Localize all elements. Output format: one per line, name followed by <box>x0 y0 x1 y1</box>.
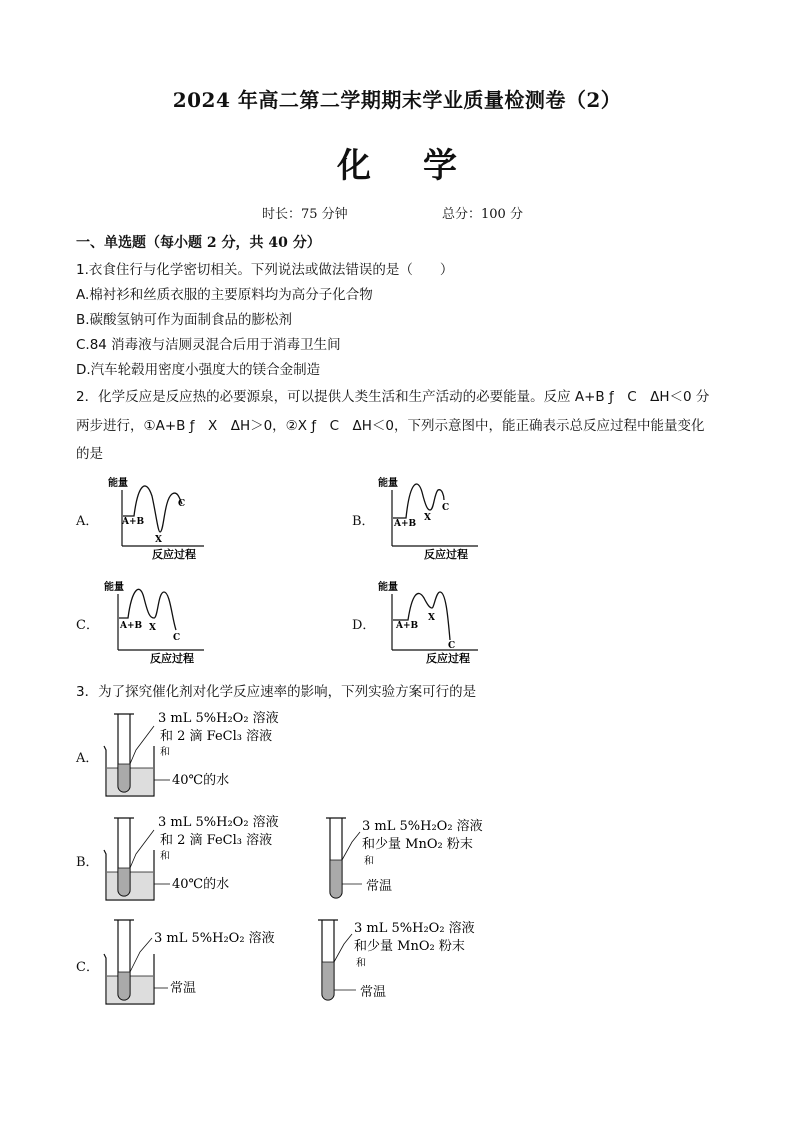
label-h2o2: 3 mL 5%H₂O₂ 溶液 <box>158 815 279 830</box>
question-2-option-c-letter: C． <box>76 618 99 633</box>
question-1-option-a: A.棉衬衫和丝质衣服的主要原料均为高分子化合物 <box>76 287 373 303</box>
label-room-temp: 常温 <box>366 879 393 894</box>
apparatus-b-right <box>322 812 502 904</box>
label-mno2: 和少量 MnO₂ 粉末 <box>354 939 465 954</box>
question-3-option-c-letter: C． <box>76 960 99 975</box>
y-axis-label-top: 能量 <box>378 478 398 489</box>
product-label: C <box>173 633 181 643</box>
label-water-40c: 40℃的水 <box>172 773 230 788</box>
question-2-line-1: 2．化学反应是反应热的必要源泉，可以提供人类生活和生产活动的必要能量。反应 A+B ƒ C ΔH＜0 分 <box>76 389 710 405</box>
label-room-temp: 常温 <box>360 985 387 1000</box>
reactant-label: A+B <box>396 621 419 631</box>
x-axis-label: 反应过程 <box>424 548 468 561</box>
apparatus-a <box>96 706 296 802</box>
label-mno2: 和少量 MnO₂ 粉末 <box>362 837 473 852</box>
question-3-option-b-letter: B． <box>76 855 99 870</box>
x-axis-label: 反应过程 <box>152 548 196 561</box>
question-1-option-b: B.碳酸氢钠可作为面制食品的膨松剂 <box>76 312 293 328</box>
product-label: C <box>448 641 456 651</box>
label-h2o2: 3 mL 5%H₂O₂ 溶液 <box>354 921 475 936</box>
y-axis-label-top: 能量 <box>378 582 398 593</box>
question-1-stem: 1.衣食住行与化学密切相关。下列说法或做法错误的是（ ） <box>76 262 454 278</box>
reactant-label: A+B <box>120 621 143 631</box>
question-2-option-a-letter: A． <box>76 514 99 529</box>
intermediate-label: X <box>149 623 156 633</box>
question-3-stem: 3．为了探究催化剂对化学反应速率的影响，下列实验方案可行的是 <box>76 684 477 700</box>
page-title: 2024 年高二第二学期期末学业质量检测卷（2） <box>172 88 622 112</box>
intermediate-label: X <box>428 613 435 623</box>
exam-duration: 时长：75 分钟 <box>262 207 348 222</box>
label-h2o2: 3 mL 5%H₂O₂ 溶液 <box>158 711 279 726</box>
energy-diagram-a <box>100 474 210 564</box>
apparatus-c-left <box>96 914 296 1010</box>
apparatus-b-left <box>96 810 296 906</box>
section-heading: 一、单选题（每小题 2 分，共 40 分） <box>76 235 321 251</box>
product-label: C <box>442 503 450 513</box>
label-he: 和 <box>160 747 170 758</box>
label-h2o2: 3 mL 5%H₂O₂ 溶液 <box>154 931 275 946</box>
subject-title: 化学 <box>337 146 509 186</box>
intermediate-label: X <box>155 535 162 545</box>
label-he: 和 <box>356 958 366 969</box>
energy-diagram-b <box>374 474 484 564</box>
question-2-option-b-letter: B． <box>352 514 375 529</box>
label-fecl3: 和 2 滴 FeCl₃ 溶液 <box>160 729 273 744</box>
question-2-line-3: 的是 <box>76 446 103 462</box>
energy-diagram-c <box>100 578 210 668</box>
label-he: 和 <box>364 856 374 867</box>
y-axis-label-top: 能量 <box>108 478 128 489</box>
reactant-label: A+B <box>122 517 145 527</box>
exam-total-score: 总分：100 分 <box>442 207 523 222</box>
question-1-option-c: C.84 消毒液与洁厕灵混合后用于消毒卫生间 <box>76 337 341 353</box>
y-axis-label-top: 能量 <box>104 582 124 593</box>
x-axis-label: 反应过程 <box>426 652 470 665</box>
energy-diagram-d <box>374 578 484 668</box>
intermediate-label: X <box>424 513 431 523</box>
label-water-40c: 40℃的水 <box>172 877 230 892</box>
question-2-option-d-letter: D． <box>352 618 376 633</box>
x-axis-label: 反应过程 <box>150 652 194 665</box>
question-2-line-2: 两步进行，①A+B ƒ X ΔH＞0，②X ƒ C ΔH＜0，下列示意图中，能正确表示总反应过程中能量变化 <box>76 418 705 434</box>
label-room-temp: 常温 <box>170 981 197 996</box>
question-3-option-a-letter: A． <box>76 751 99 766</box>
apparatus-c-right <box>314 914 494 1006</box>
product-label: C <box>178 499 186 509</box>
label-fecl3: 和 2 滴 FeCl₃ 溶液 <box>160 833 273 848</box>
question-1-option-d: D.汽车轮毂用密度小强度大的镁合金制造 <box>76 362 321 378</box>
label-he: 和 <box>160 851 170 862</box>
label-h2o2: 3 mL 5%H₂O₂ 溶液 <box>362 819 483 834</box>
reactant-label: A+B <box>394 519 417 529</box>
